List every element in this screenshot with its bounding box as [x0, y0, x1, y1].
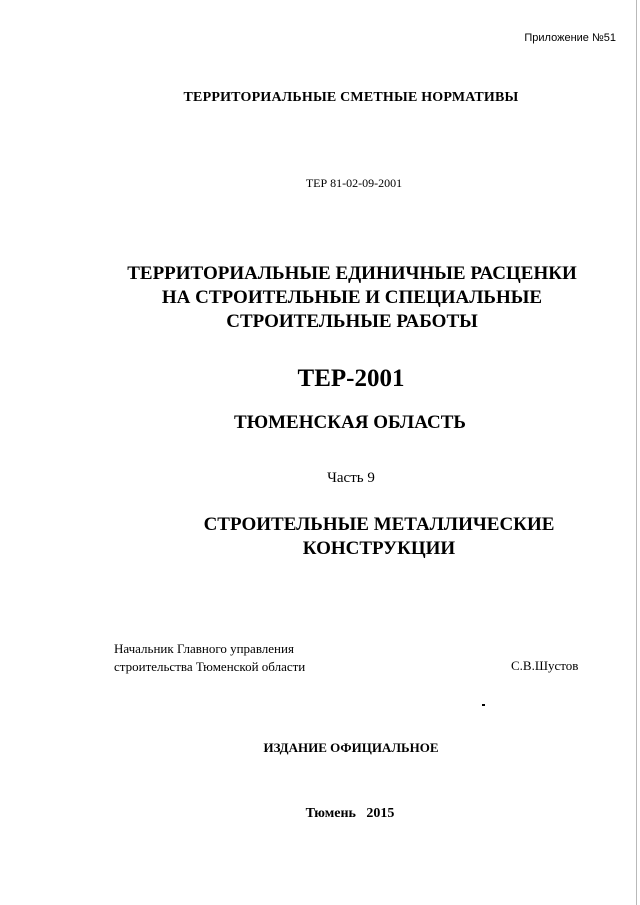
page-edge-line: [636, 0, 637, 905]
signer-name: С.В.Шустов: [511, 658, 579, 673]
document-code: ТЕР 81-02-09-2001: [305, 176, 403, 190]
edition-label: ИЗДАНИЕ ОФИЦИАЛЬНОЕ: [263, 740, 439, 755]
main-title-line-2: НА СТРОИТЕЛЬНЫЕ И СПЕЦИАЛЬНЫЕ: [161, 287, 543, 308]
section-title-line-1: СТРОИТЕЛЬНЫЕ МЕТАЛЛИЧЕСКИЕ: [203, 514, 555, 535]
appendix-label: Приложение №51: [524, 32, 616, 44]
signer-position-line-2: строительства Тюменской области: [114, 659, 306, 674]
region-title: ТЮМЕНСКАЯ ОБЛАСТЬ: [234, 412, 466, 433]
scan-dot-mark: [482, 704, 485, 706]
short-title: ТЕР-2001: [297, 365, 405, 392]
signer-position-line-1: Начальник Главного управления: [114, 641, 294, 656]
main-title-line-1: ТЕРРИТОРИАЛЬНЫЕ ЕДИНИЧНЫЕ РАСЦЕНКИ: [127, 263, 577, 284]
part-number: Часть 9: [327, 470, 375, 486]
section-title: [59, 513, 640, 561]
main-title: [32, 262, 640, 334]
city-year: Тюмень 2015: [305, 806, 395, 821]
main-title-line-3: СТРОИТЕЛЬНЫЕ РАБОТЫ: [226, 311, 478, 332]
signer-position: [114, 640, 305, 676]
section-title-line-2: КОНСТРУКЦИИ: [302, 538, 456, 559]
header-title: ТЕРРИТОРИАЛЬНЫЕ СМЕТНЫЕ НОРМАТИВЫ: [183, 90, 519, 105]
